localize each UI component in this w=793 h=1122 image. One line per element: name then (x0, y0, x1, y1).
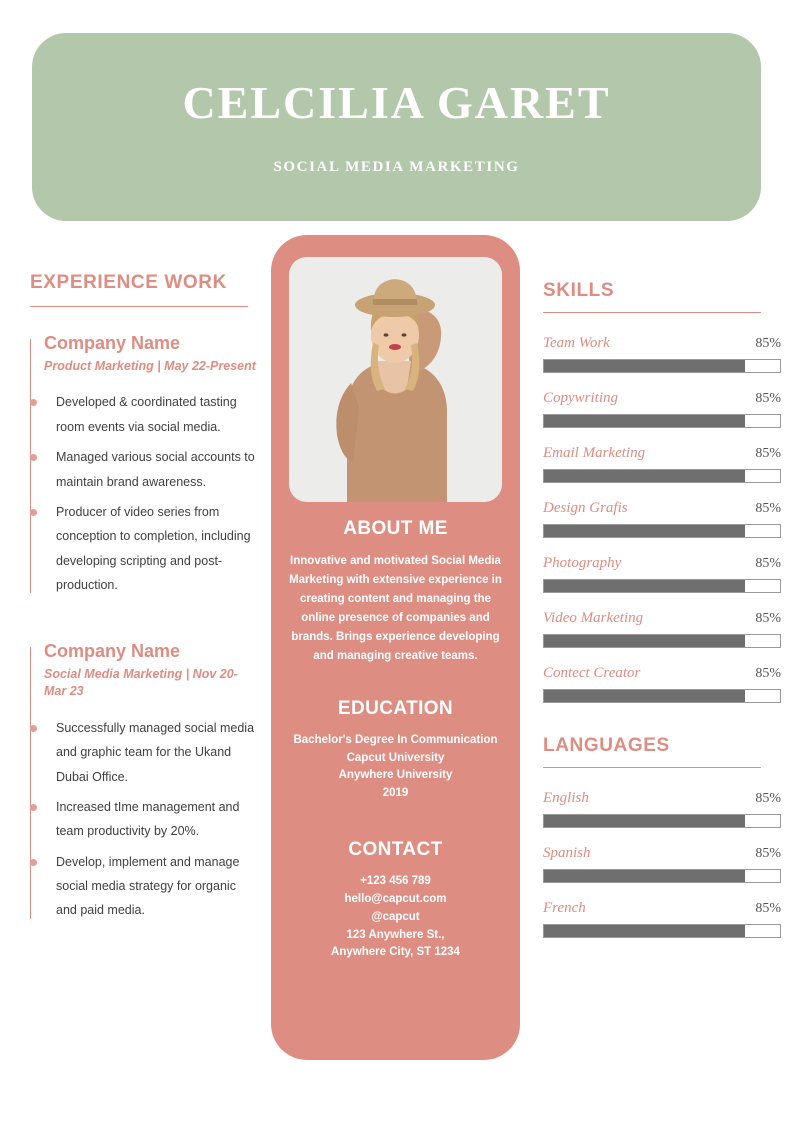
experience-item (30, 641, 258, 922)
skills-divider (543, 312, 761, 313)
skill-name: Photography (543, 555, 622, 571)
experience-item (30, 333, 258, 597)
list-item: Successfully managed social media and graphic team for the Ukand Dubai Office. (44, 716, 258, 789)
contact-details (289, 873, 502, 962)
contact-address-line-1: 123 Anywhere St., (346, 928, 445, 941)
list-item: Increased tIme management and team productivity by 20%. (44, 795, 258, 844)
experience-column (30, 272, 258, 949)
job-role: Product Marketing | May 22-Present (44, 358, 256, 373)
list-item: Producer of video series from conception to completion, including developing scripting and post-production. (44, 500, 258, 598)
list-item: Developed & coordinated tasting room events via social media. (44, 390, 258, 439)
skills-column (543, 280, 781, 955)
job-bullets (44, 716, 258, 923)
language-row (543, 790, 781, 828)
language-row (543, 845, 781, 883)
skill-name: Team Work (543, 335, 610, 351)
skill-percent: 85% (755, 666, 781, 681)
education-line: Anywhere University (338, 769, 453, 782)
job-role: Social Media Marketing | Nov 20-Mar 23 (44, 667, 238, 698)
skill-name: Contect Creator (543, 665, 641, 681)
language-percent: 85% (755, 791, 781, 806)
skill-row (543, 665, 781, 703)
avatar (289, 257, 502, 502)
contact-section-title: CONTACT (348, 839, 443, 861)
skill-name: Email Marketing (543, 445, 646, 461)
language-percent: 85% (755, 901, 781, 916)
skill-row (543, 610, 781, 648)
language-name: Spanish (543, 845, 591, 861)
contact-phone[interactable]: +123 456 789 (360, 875, 431, 888)
list-item: Managed various social accounts to maintain brand awareness. (44, 445, 258, 494)
skill-bar (543, 634, 781, 648)
about-section-title: ABOUT ME (343, 518, 448, 539)
education-line: Bachelor's Degree In Communication (293, 733, 498, 746)
skill-bar (543, 524, 781, 538)
header-subtitle: SOCIAL MEDIA MARKETING (273, 158, 520, 175)
skill-percent: 85% (755, 556, 781, 571)
skill-bar (543, 579, 781, 593)
skill-bar (543, 359, 781, 373)
contact-handle[interactable]: @capcut (371, 910, 420, 923)
language-row (543, 900, 781, 938)
language-bar (543, 814, 781, 828)
skill-name: Copywriting (543, 390, 619, 406)
skills-section-title: SKILLS (543, 280, 615, 301)
skill-bar (543, 414, 781, 428)
job-bullets (44, 390, 258, 597)
contact-address-line-2: Anywhere City, ST 1234 (331, 946, 460, 959)
skill-row (543, 390, 781, 428)
skill-name: Design Grafis (543, 500, 628, 516)
profile-card (271, 235, 520, 1060)
skill-percent: 85% (755, 501, 781, 516)
languages-section-title: LANGUAGES (543, 735, 670, 756)
list-item: Develop, implement and manage social media strategy for organic and paid media. (44, 850, 258, 923)
language-name: French (543, 900, 586, 916)
education-details (289, 732, 502, 803)
skill-bar (543, 689, 781, 703)
skill-bar (543, 469, 781, 483)
skill-percent: 85% (755, 391, 781, 406)
skill-row (543, 500, 781, 538)
language-percent: 85% (755, 846, 781, 861)
company-name: Company Name (44, 641, 181, 662)
skill-percent: 85% (755, 336, 781, 351)
language-bar (543, 869, 781, 883)
skill-row (543, 445, 781, 483)
company-name: Company Name (44, 333, 181, 353)
skill-row (543, 335, 781, 373)
education-section-title: EDUCATION (337, 697, 454, 719)
education-line: 2019 (382, 787, 409, 800)
languages-divider (543, 767, 761, 768)
skill-name: Video Marketing (543, 610, 644, 626)
contact-email[interactable]: hello@capcut.com (344, 892, 447, 905)
education-line: Capcut University (346, 751, 445, 764)
language-name: English (543, 790, 589, 806)
language-bar (543, 924, 781, 938)
skill-percent: 85% (755, 611, 781, 626)
experience-divider (30, 306, 248, 307)
experience-section-title: EXPERIENCE WORK (30, 272, 227, 293)
page-title: CELCILIA GARET (182, 77, 611, 129)
skill-percent: 85% (755, 446, 781, 461)
about-text: Innovative and motivated Social Media Marketing with extensive experience in creating content and managing the online presence of companies and brands. Brings experience developing and managing creative teams. (289, 555, 502, 662)
header-banner (32, 33, 761, 221)
skill-row (543, 555, 781, 593)
